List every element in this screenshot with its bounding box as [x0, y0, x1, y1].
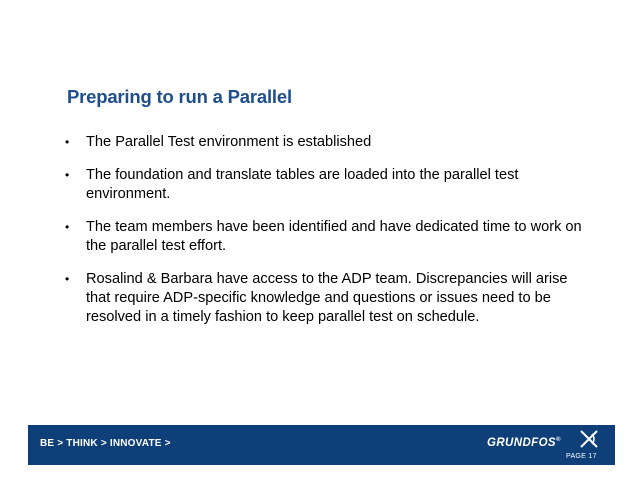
bullet-icon: •: [65, 135, 70, 149]
footer-bar: [28, 425, 615, 465]
slide-title: Preparing to run a Parallel: [67, 86, 292, 107]
grundfos-logo-icon: [578, 428, 600, 450]
bullet-item: [64, 133, 584, 152]
bullet-icon: •: [65, 272, 70, 286]
bullet-text: Rosalind & Barbara have access to the ADP team. Discrepancies will arise that require ADP-specific knowledge and questions or issues need to be resolved in a timely fashion to keep parallel test on schedule.: [86, 271, 568, 325]
brand-text: GRUNDFOS: [487, 437, 557, 449]
page-number: PAGE 17: [566, 453, 597, 460]
bullet-item: [64, 166, 584, 204]
bullet-text: The Parallel Test environment is established: [86, 134, 372, 150]
bullet-text: The foundation and translate tables are loaded into the parallel test environment.: [86, 167, 519, 202]
registered-mark: ®: [556, 437, 561, 444]
bullet-icon: •: [65, 168, 70, 182]
footer-tagline: BE > THINK > INNOVATE >: [40, 438, 171, 449]
brand-name: [487, 437, 561, 449]
bullet-text: The team members have been identified and have dedicated time to work on the parallel test effort.: [86, 219, 582, 254]
bullet-item: [64, 218, 584, 256]
bullet-item: [64, 270, 584, 327]
bullet-list: [64, 133, 584, 341]
bullet-icon: •: [65, 220, 70, 234]
